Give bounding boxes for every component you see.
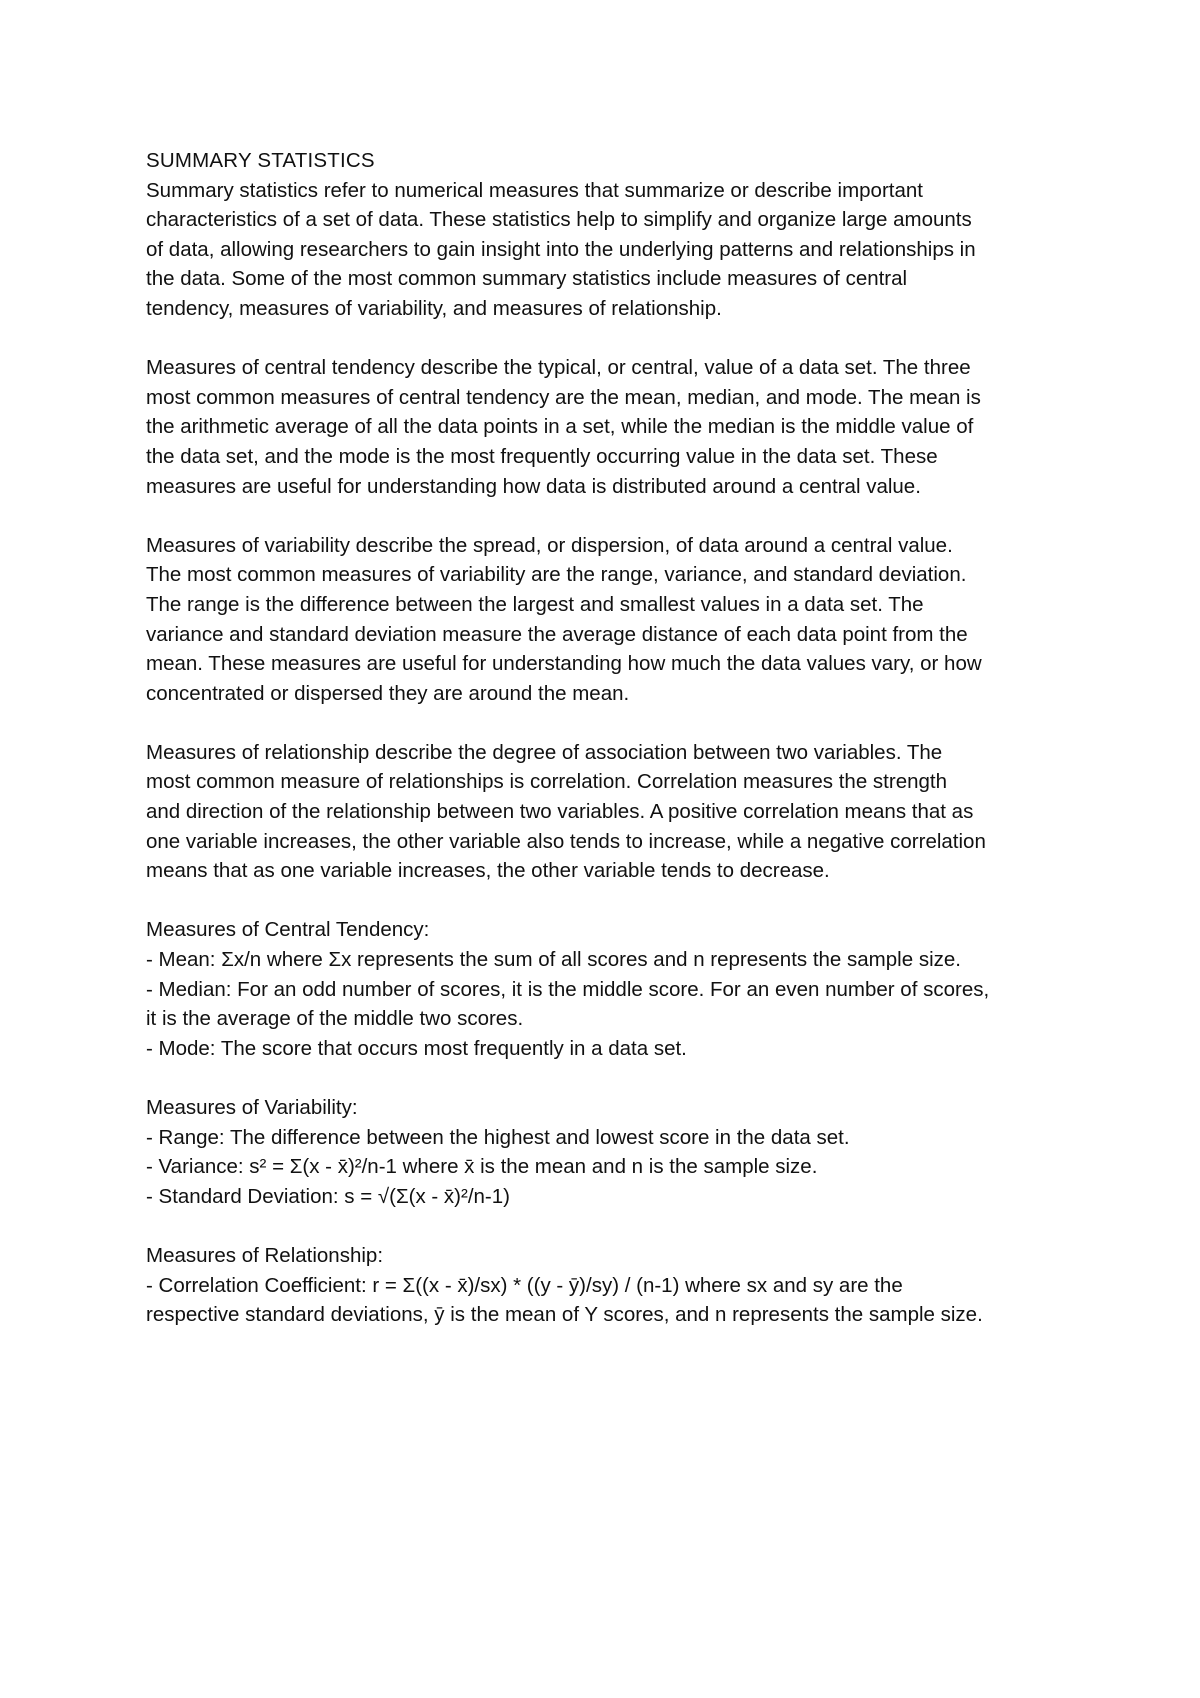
paragraph-line: The most common measures of variability are the range, variance, and standard deviation. (146, 563, 967, 587)
intro-line: tendency, measures of variability, and measures of relationship. (146, 296, 722, 320)
intro-paragraph (146, 176, 1076, 324)
paragraph-line: Measures of relationship describe the degree of association between two variables. The (146, 740, 943, 764)
paragraph-line: most common measures of central tendency are the mean, median, and mode. The mean is (146, 385, 981, 409)
list-item: - Mean: Σx/n where Σx represents the sum of all scores and n represents the sample size. (146, 948, 961, 972)
paragraph-gap (146, 1063, 1076, 1093)
intro-line: Summary statistics refer to numerical measures that summarize or describe important (146, 178, 923, 202)
list-item: - Range: The difference between the highest and lowest score in the data set. (146, 1125, 850, 1149)
paragraph-line: most common measure of relationships is correlation. Correlation measures the strength (146, 770, 947, 794)
document-page (146, 146, 1076, 1330)
paragraph-gap (146, 1211, 1076, 1241)
list-item: - Correlation Coefficient: r = Σ((x - x̄)/sx) * ((y - ȳ)/sy) / (n-1) where sx and sy are the (146, 1273, 903, 1297)
paragraph-gap (146, 886, 1076, 916)
central-tendency-paragraph (146, 353, 1076, 501)
relationship-list (146, 1241, 1076, 1330)
list-heading: Measures of Central Tendency: (146, 918, 430, 942)
list-item: it is the average of the middle two scores. (146, 1007, 524, 1031)
paragraph-line: the arithmetic average of all the data points in a set, while the median is the middle value of (146, 415, 974, 439)
variability-paragraph (146, 531, 1076, 709)
list-item: - Mode: The score that occurs most frequently in a data set. (146, 1036, 687, 1060)
paragraph-line: mean. These measures are useful for understanding how much the data values vary, or how (146, 652, 982, 676)
list-item: - Standard Deviation: s = √(Σ(x - x̄)²/n-1) (146, 1184, 510, 1208)
list-heading: Measures of Relationship: (146, 1243, 384, 1267)
relationship-paragraph (146, 738, 1076, 886)
intro-line: of data, allowing researchers to gain insight into the underlying patterns and relationships in (146, 237, 976, 261)
paragraph-line: measures are useful for understanding how data is distributed around a central value. (146, 474, 921, 498)
paragraph-line: and direction of the relationship between two variables. A positive correlation means that as (146, 800, 974, 824)
intro-line: characteristics of a set of data. These statistics help to simplify and organize large amounts (146, 208, 972, 232)
document-title: SUMMARY STATISTICS (146, 149, 375, 172)
list-item: - Median: For an odd number of scores, it is the middle score. For an even number of scores, (146, 977, 990, 1001)
paragraph-line: concentrated or dispersed they are around the mean. (146, 681, 630, 705)
variability-list (146, 1093, 1076, 1211)
paragraph-gap (146, 324, 1076, 354)
paragraph-line: variance and standard deviation measure the average distance of each data point from the (146, 622, 968, 646)
paragraph-line: means that as one variable increases, the other variable tends to decrease. (146, 859, 830, 883)
list-item: - Variance: s² = Σ(x - x̄)²/n-1 where x̄ is the mean and n is the sample size. (146, 1155, 818, 1179)
paragraph-line: one variable increases, the other variable also tends to increase, while a negative correlation (146, 829, 986, 853)
paragraph-gap (146, 501, 1076, 531)
central-tendency-list (146, 915, 1076, 1063)
paragraph-line: Measures of variability describe the spread, or dispersion, of data around a central value. (146, 533, 953, 557)
paragraph-line: Measures of central tendency describe the typical, or central, value of a data set. The three (146, 356, 971, 380)
paragraph-line: the data set, and the mode is the most frequently occurring value in the data set. These (146, 444, 938, 468)
paragraph-gap (146, 708, 1076, 738)
list-heading: Measures of Variability: (146, 1096, 358, 1119)
paragraph-line: The range is the difference between the largest and smallest values in a data set. The (146, 592, 924, 616)
list-item: respective standard deviations, ȳ is the mean of Y scores, and n represents the sample size. (146, 1303, 983, 1327)
intro-line: the data. Some of the most common summary statistics include measures of central (146, 267, 908, 291)
